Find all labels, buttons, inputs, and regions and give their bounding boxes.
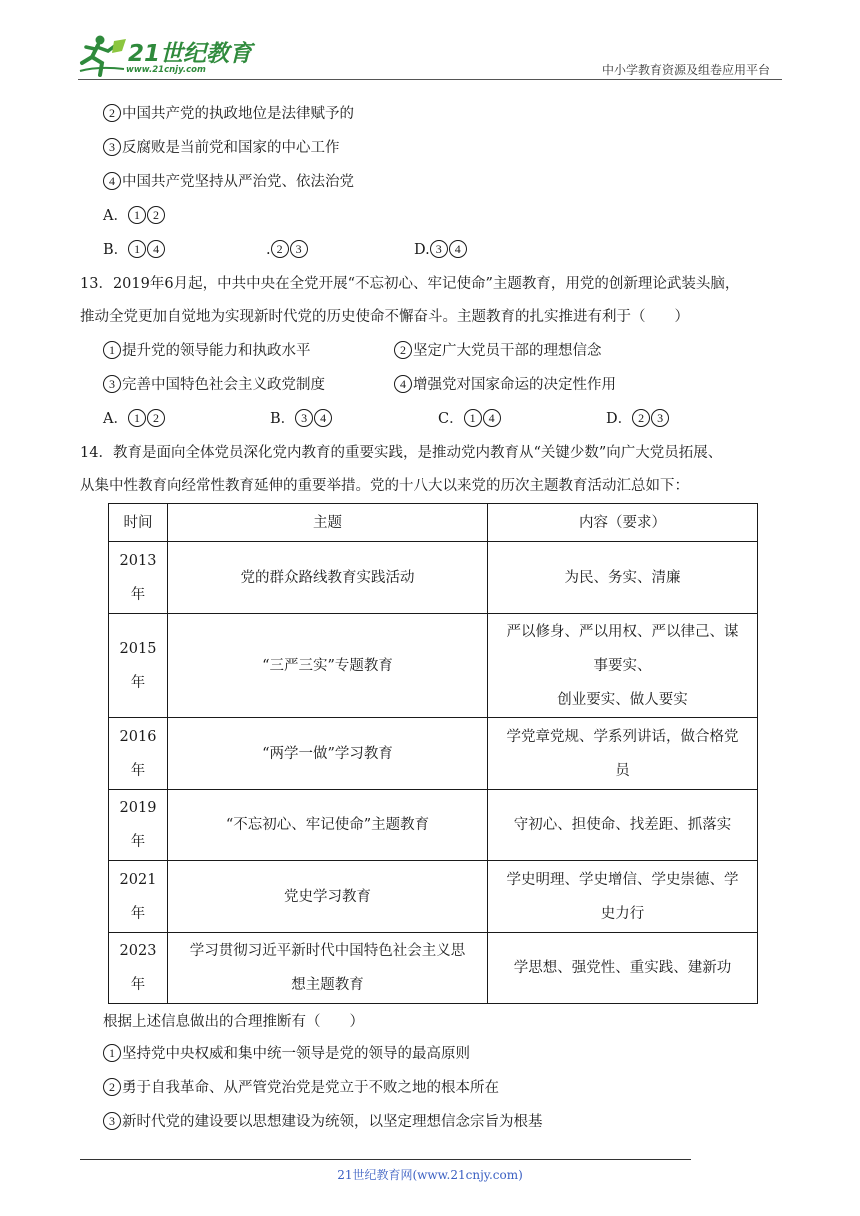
- footer-link[interactable]: 21世纪教育网(www.21cnjy.com): [337, 1168, 523, 1182]
- header-platform-text: 中小学教育资源及组卷应用平台: [601, 63, 770, 77]
- footer-divider: [80, 1159, 691, 1160]
- q13-option-1: 1 提升党的领导能力和执政水平: [103, 341, 311, 361]
- header-content: 内容（要求）: [488, 504, 758, 542]
- cell-content: 学史明理、学史增信、学史崇德、学 史力行: [488, 861, 758, 933]
- cell-year: 2023 年: [109, 933, 168, 1004]
- circled-3-icon: 3: [103, 375, 121, 393]
- circled-2-icon: 2: [147, 409, 165, 427]
- education-activities-table: [108, 503, 758, 1004]
- logo-text: 21世纪教育: [128, 41, 253, 67]
- cell-theme: 党的群众路线教育实践活动: [168, 542, 488, 614]
- cell-content: 学思想、强党性、重实践、建新功: [488, 933, 758, 1004]
- q12-option-2: 2 中国共产党的执政地位是法律赋予的: [103, 104, 354, 124]
- circled-4-icon: 4: [103, 172, 121, 190]
- cell-content: 守初心、担使命、找差距、抓落实: [488, 790, 758, 861]
- q13-option-3: 3 完善中国特色社会主义政党制度: [103, 375, 325, 395]
- circled-1-icon: 1: [128, 206, 146, 224]
- cell-theme: “不忘初心、牢记使命”主题教育: [168, 790, 488, 861]
- q13-option-2: 2 坚定广大党员干部的理想信念: [394, 341, 602, 361]
- circled-3-icon: 3: [295, 409, 313, 427]
- circled-2-icon: 2: [147, 206, 165, 224]
- q12-choice-d: D. 3 4: [414, 240, 468, 260]
- cell-theme: 党史学习教育: [168, 861, 488, 933]
- q12-option-3: 3 反腐败是当前党和国家的中心工作: [103, 138, 340, 158]
- table-row: [109, 861, 758, 933]
- circled-3-icon: 3: [103, 1112, 121, 1130]
- cell-year: 2021 年: [109, 861, 168, 933]
- circled-1-icon: 1: [128, 409, 146, 427]
- circled-3-icon: 3: [651, 409, 669, 427]
- q14-stem-line2: 从集中性教育向经常性教育延伸的重要举措。党的十八大以来党的历次主题教育活动汇总如下：: [80, 478, 689, 494]
- q12-choice-c: . 2 3: [266, 240, 309, 260]
- q14-option-2: 2 勇于自我革命、从严管党治党是党立于不败之地的根本所在: [103, 1078, 499, 1098]
- site-logo[interactable]: [78, 33, 253, 79]
- q12-choice-a: A． 1 2: [103, 206, 166, 226]
- cell-content: 学党章党规、学系列讲话，做合格党 员: [488, 718, 758, 790]
- cell-theme: “两学一做”学习教育: [168, 718, 488, 790]
- circled-2-icon: 2: [103, 1078, 121, 1096]
- cell-year: 2019 年: [109, 790, 168, 861]
- circled-1-icon: 1: [103, 1044, 121, 1062]
- q13-stem-line2: 推动全党更加自觉地为实现新时代党的历史使命不懈奋斗。主题教育的扎实推进有利于（ ）: [80, 309, 689, 325]
- q13-option-4: 4 增强党对国家命运的决定性作用: [394, 375, 616, 395]
- cell-content: 严以修身、严以用权、严以律己、谋 事要实、 创业要实、做人要实: [488, 614, 758, 718]
- circled-1-icon: 1: [128, 240, 146, 258]
- cell-year: 2015 年: [109, 614, 168, 718]
- q14-option-3: 3 新时代党的建设要以思想建设为统领，以坚定理想信念宗旨为根基: [103, 1112, 543, 1132]
- circled-2-icon: 2: [632, 409, 650, 427]
- circled-4-icon: 4: [147, 240, 165, 258]
- circled-1-icon: 1: [103, 341, 121, 359]
- q13-choice-b: B． 3 4: [270, 409, 333, 429]
- q13-stem-line1: 13．2019年6月起，中共中央在全党开展“不忘初心、牢记使命”主题教育，用党的创新理论武装头脑，: [80, 276, 740, 292]
- q12-option-4: 4 中国共产党坚持从严治党、依法治党: [103, 172, 354, 192]
- table-header-row: [109, 504, 758, 542]
- header-theme: 主题: [168, 504, 488, 542]
- circled-4-icon: 4: [483, 409, 501, 427]
- cell-theme: 学习贯彻习近平新时代中国特色社会主义思 想主题教育: [168, 933, 488, 1004]
- circled-2-icon: 2: [103, 104, 121, 122]
- q13-choice-a: A． 1 2: [103, 409, 166, 429]
- circled-4-icon: 4: [314, 409, 332, 427]
- q12-choice-b: B． 1 4: [103, 240, 166, 260]
- circled-3-icon: 3: [290, 240, 308, 258]
- table-row: [109, 614, 758, 718]
- circled-4-icon: 4: [449, 240, 467, 258]
- circled-3-icon: 3: [430, 240, 448, 258]
- q13-choice-d: D． 2 3: [606, 409, 670, 429]
- q14-option-1: 1 坚持党中央权威和集中统一领导是党的领导的最高原则: [103, 1044, 470, 1064]
- q14-stem-line1: 14．教育是面向全体党员深化党内教育的重要实践，是推动党内教育从“关键少数”向广大党员拓展、: [80, 445, 723, 461]
- cell-year: 2016 年: [109, 718, 168, 790]
- cell-content: 为民、务实、清廉: [488, 542, 758, 614]
- table-row: [109, 790, 758, 861]
- circled-4-icon: 4: [394, 375, 412, 393]
- page-header: [0, 0, 860, 90]
- circled-2-icon: 2: [271, 240, 289, 258]
- circled-3-icon: 3: [103, 138, 121, 156]
- table-row: [109, 542, 758, 614]
- q14-prompt: 根据上述信息做出的合理推断有（ ）: [103, 1014, 364, 1030]
- circled-2-icon: 2: [394, 341, 412, 359]
- cell-theme: “三严三实”专题教育: [168, 614, 488, 718]
- header-divider: [78, 79, 782, 80]
- cell-year: 2013 年: [109, 542, 168, 614]
- circled-1-icon: 1: [464, 409, 482, 427]
- logo-url: www.21cnjy.com: [126, 65, 206, 75]
- table-row: [109, 718, 758, 790]
- header-time: 时间: [109, 504, 168, 542]
- table-row: [109, 933, 758, 1004]
- runner-logo-icon: [78, 33, 130, 77]
- q13-choice-c: C． 1 4: [438, 409, 502, 429]
